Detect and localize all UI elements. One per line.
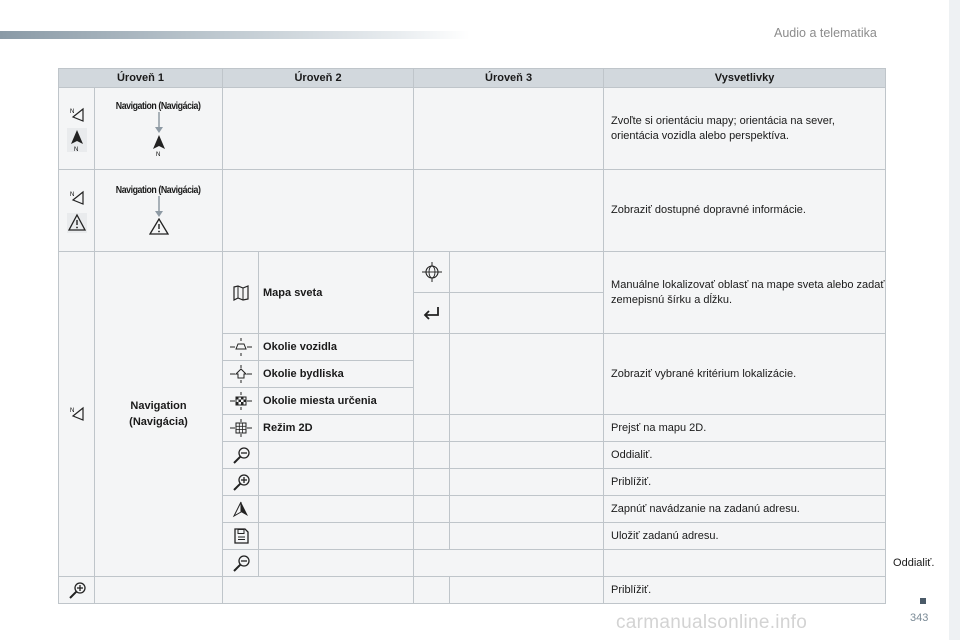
zoom-in-icon[interactable] (231, 473, 251, 491)
svg-text:N: N (73, 146, 78, 152)
compass-north-icon[interactable] (68, 405, 86, 423)
svg-text:N: N (69, 408, 74, 414)
save-icon[interactable] (232, 527, 250, 545)
home-surroundings-label: Okolie bydliska (259, 361, 414, 388)
watermark: carmanualsonline.info (616, 612, 808, 633)
navigation-button-label[interactable]: Navigation (Navigácia) (116, 101, 201, 112)
destination-surroundings-label: Okolie miesta určenia (259, 388, 414, 415)
table-header-row (59, 69, 886, 88)
compass-north-icon[interactable] (68, 189, 86, 207)
header-accent-bar (0, 31, 470, 39)
legend-save: Uložiť zadanú adresu. (604, 523, 886, 550)
column-header-level2: Úroveň 2 (223, 69, 414, 88)
arrow-down-icon (154, 196, 164, 218)
traffic-warning-icon (149, 218, 169, 236)
zoom-out-icon[interactable] (231, 554, 251, 572)
svg-text:N: N (69, 191, 74, 198)
mode-2d-label: Režim 2D (259, 415, 414, 442)
map-2d-icon[interactable] (230, 419, 252, 437)
table-row (59, 252, 886, 293)
destination-flag-icon[interactable] (230, 392, 252, 410)
table-row (59, 88, 886, 170)
traffic-warning-icon[interactable] (67, 213, 87, 233)
legend-zoom-in: Priblížiť. (604, 577, 886, 604)
north-up-arrow-icon (151, 134, 167, 156)
svg-text:N: N (155, 152, 160, 156)
start-guidance-icon[interactable] (232, 500, 250, 518)
navigation-title: Navigation (130, 400, 187, 412)
home-position-icon[interactable] (230, 365, 252, 383)
page-marker (920, 598, 926, 604)
table-row: Oddialiť. (59, 550, 886, 577)
page-number: 343 (910, 612, 929, 624)
world-map-label: Mapa sveta (259, 252, 414, 334)
navigation-menu-table (58, 68, 935, 604)
vehicle-position-icon[interactable] (230, 338, 252, 356)
column-header-legend: Vysvetlivky (604, 69, 886, 88)
table-row (59, 170, 886, 252)
legend-mode-2d: Prejsť na mapu 2D. (604, 415, 886, 442)
navigation-button-label[interactable]: Navigation (Navigácia) (116, 185, 201, 196)
zoom-out-icon[interactable] (231, 446, 251, 464)
globe-crosshair-icon[interactable] (422, 262, 442, 282)
enter-return-icon[interactable] (422, 305, 442, 321)
zoom-in-icon[interactable] (67, 581, 87, 599)
table-row (59, 577, 886, 604)
legend-criteria: Zobraziť vybrané kritérium lokalizácie. (604, 334, 886, 415)
column-header-level1: Úroveň 1 (59, 69, 223, 88)
vehicle-surroundings-label: Okolie vozidla (259, 334, 414, 361)
navigation-subtitle: (Navigácia) (129, 416, 188, 428)
world-map-icon[interactable] (232, 284, 250, 302)
legend-traffic: Zobraziť dostupné dopravné informácie. (604, 170, 886, 252)
arrow-down-icon (154, 112, 164, 134)
section-title: Audio a telematika (774, 26, 877, 40)
compass-north-icon[interactable] (68, 106, 86, 124)
north-up-arrow-icon[interactable] (67, 128, 87, 152)
legend-zoom-out: Oddialiť. (604, 442, 886, 469)
legend-world-map: Manuálne lokalizovať oblasť na mape sveta alebo zadať zemepisnú šírku a dĺžku. (604, 252, 886, 334)
column-header-level3: Úroveň 3 (414, 69, 604, 88)
legend-guidance: Zapnúť navádzanie na zadanú adresu. (604, 496, 886, 523)
svg-text:N: N (69, 108, 74, 115)
page-edge-bar (949, 0, 960, 640)
legend-zoom-in: Priblížiť. (604, 469, 886, 496)
legend-orientation: Zvoľte si orientáciu mapy; orientácia na sever, orientácia vozidla alebo perspektíva. (604, 88, 886, 170)
